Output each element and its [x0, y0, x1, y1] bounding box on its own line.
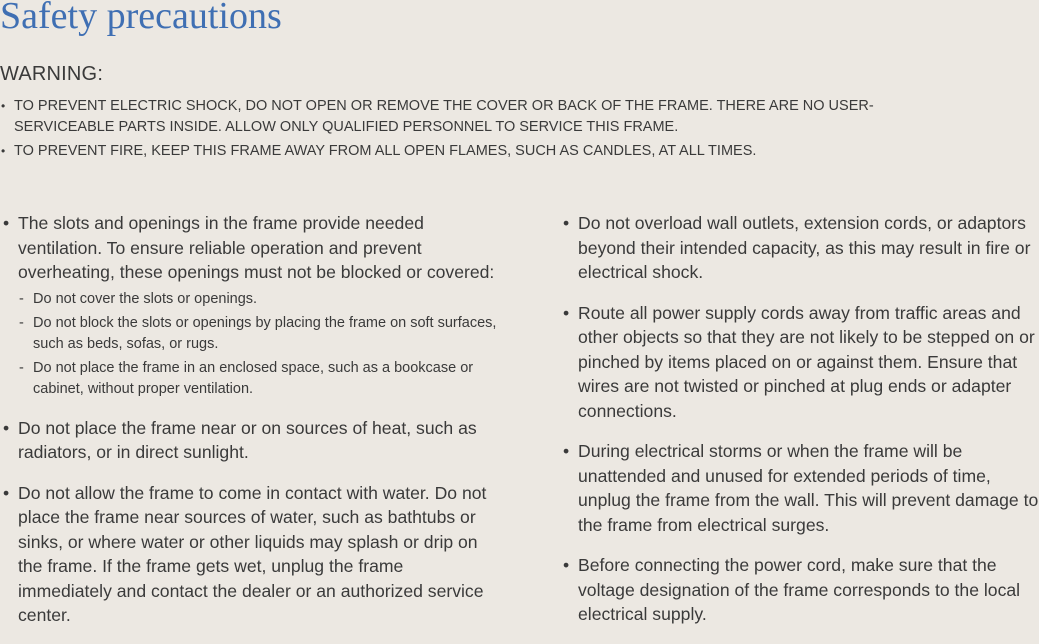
warning-item: • TO PREVENT ELECTRIC SHOCK, DO NOT OPEN OR REMOVE THE COVER OR BACK OF THE FRAME. THERE ARE NO USER-SERVICEABLE PARTS INSIDE. ALLOW ONLY QUALIFIED PERSONNEL TO SERVICE THIS FRAME. [0, 96, 940, 138]
warning-list [0, 96, 940, 165]
precaution-text: The slots and openings in the frame provide needed ventilation. To ensure reliable operation and prevent overheating, these openings must not be blocked or covered: [18, 213, 495, 282]
warning-heading: WARNING: [0, 63, 104, 85]
precaution-text: Do not place the frame near or on sources of heat, such as radiators, or in direct sunlight. [18, 417, 477, 462]
right-column [560, 211, 1039, 643]
precaution-text: Before connecting the power cord, make sure that the voltage designation of the frame corresponds to the local electrical supply. [578, 555, 1021, 624]
sub-precaution-item: - Do not cover the slots or openings. [18, 289, 500, 310]
precaution-text: During electrical storms or when the frame will be unattended and unused for extended periods of time, unplug the frame from the wall. This will prevent damage to the frame from electrical surges. [578, 441, 1039, 535]
precaution-item [0, 481, 500, 628]
page-title: Safety precautions [0, 0, 282, 37]
ventilation-sublist [18, 289, 500, 400]
precaution-item [560, 553, 1039, 627]
sub-precaution-item: - Do not block the slots or openings by placing the frame on soft surfaces, such as beds, sofas, or rugs. [18, 313, 500, 355]
precaution-text: Do not overload wall outlets, extension cords, or adaptors beyond their intended capacity, as this may result in fire or electrical shock. [578, 213, 1031, 282]
warning-item: • TO PREVENT FIRE, KEEP THIS FRAME AWAY FROM ALL OPEN FLAMES, SUCH AS CANDLES, AT ALL TIMES. [0, 141, 940, 162]
left-column [0, 211, 500, 644]
precaution-text: Route all power supply cords away from traffic areas and other objects so that they are not likely to be stepped on or pinched by items placed on or against them. Ensure that wires are not twisted or pinched at plug ends or adapter connections. [578, 302, 1035, 421]
precaution-item [0, 211, 500, 400]
precaution-item [560, 301, 1039, 424]
precaution-item [0, 416, 500, 465]
sub-precaution-item: - Do not place the frame in an enclosed space, such as a bookcase or cabinet, without proper ventilation. [18, 358, 500, 400]
precaution-item [560, 211, 1039, 285]
precaution-text: Do not allow the frame to come in contact with water. Do not place the frame near sources of water, such as bathtubs or sinks, or where water or other liquids may splash or drip on the frame. If the frame gets wet, unplug the frame immediately and contact the dealer or an authorized service center. [18, 482, 487, 625]
precaution-item [560, 439, 1039, 537]
